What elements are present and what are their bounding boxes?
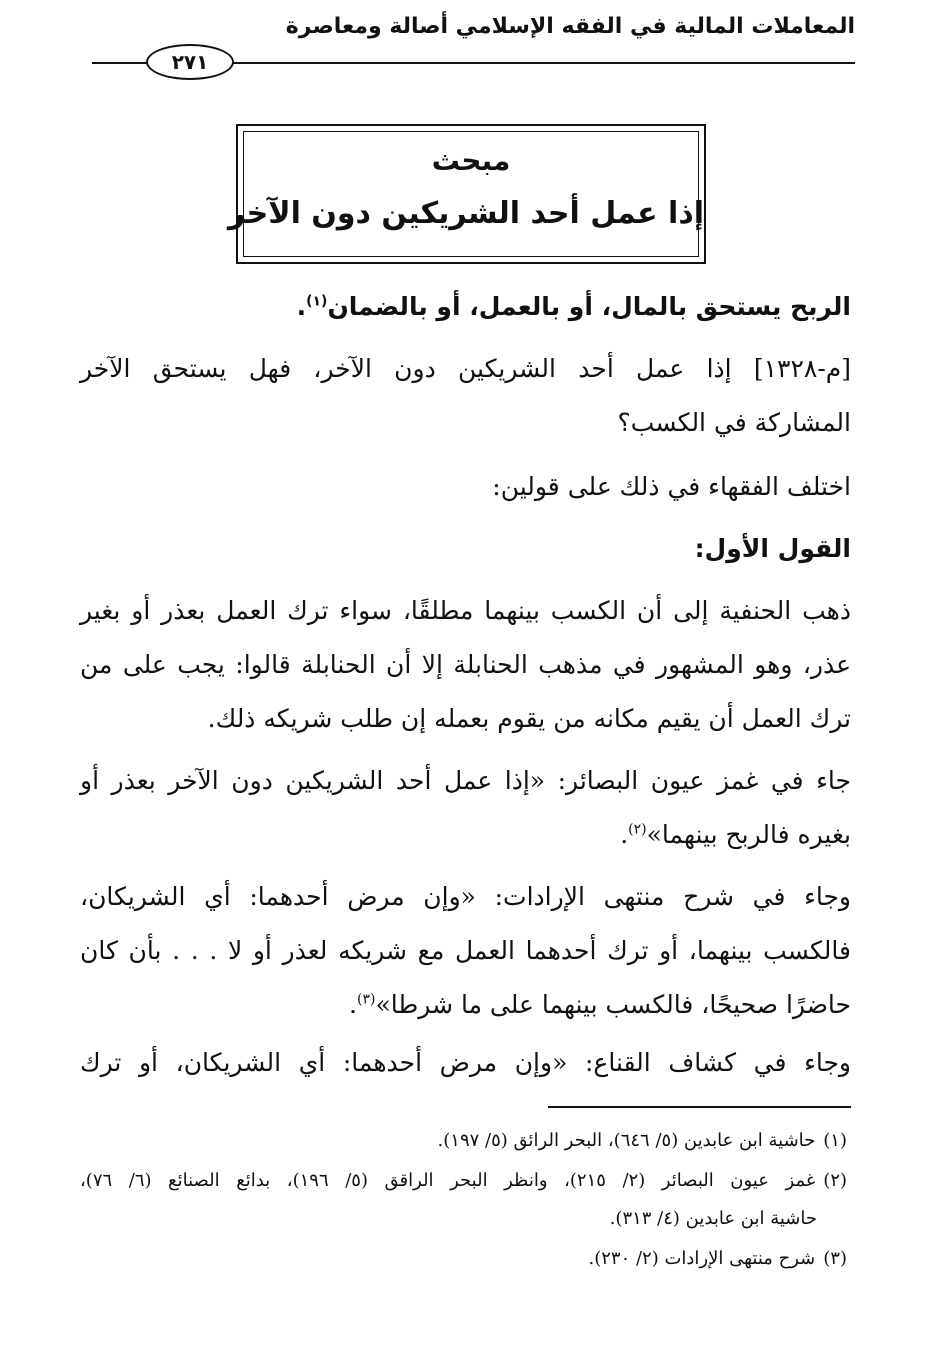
footnote-ref-1[interactable]: (١) bbox=[306, 293, 328, 310]
paragraph-7-line-1: وجاء في كشاف القناع: «وإن مرض أحدهما: أي الشريكان، أو ترك bbox=[80, 1048, 851, 1077]
footnote-text: غمز عيون البصائر (٢/ ٢١٥)، وانظر البحر الراقق (٥/ ١٩٦)، بدائع الصنائع (٦/ ٧٦)، bbox=[80, 1170, 816, 1191]
paragraph-5-line-1: جاء في غمز عيون البصائر: «إذا عمل أحد الشريكين دون الآخر بعذر أو bbox=[80, 766, 851, 795]
paragraph-1 bbox=[297, 290, 851, 324]
footnote-text: شرح منتهى الإرادات (٢/ ٢٣٠). bbox=[588, 1248, 816, 1269]
paragraph-4-line-3: ترك العمل أن يقيم مكانه من يقوم بعمله إن طلب شريكه ذلك. bbox=[207, 704, 851, 733]
paragraph-6-line-2: فالكسب بينهما، أو ترك أحدهما العمل مع شريكه لعذر أو لا . . . بأن كان bbox=[80, 936, 851, 965]
footnote-2 bbox=[80, 1168, 847, 1194]
section-label: مبحث bbox=[431, 144, 511, 177]
footnote-text: حاشية ابن عابدين (٥/ ٦٤٦)، البحر الرائق (٥/ ١٩٧). bbox=[437, 1130, 816, 1151]
footnote-number: (٢) bbox=[823, 1170, 848, 1191]
footnote-separator bbox=[548, 1106, 851, 1108]
paragraph-5-line-2 bbox=[620, 818, 851, 852]
section-title: إذا عمل أحد الشريكين دون الآخر bbox=[227, 196, 704, 231]
p6-text: حاضرًا صحيحًا، فالكسب بينهما على ما شرطا» bbox=[375, 990, 851, 1019]
p6-end: . bbox=[349, 990, 357, 1019]
p1-end: . bbox=[296, 292, 307, 321]
footnote-ref-3[interactable]: (٣) bbox=[357, 991, 376, 1008]
p5-text: بغيره فالربح بينهما» bbox=[646, 820, 851, 849]
section-title-box bbox=[227, 124, 706, 264]
footnote-1 bbox=[438, 1128, 847, 1154]
footnote-2-continuation: حاشية ابن عابدين (٤/ ٣١٣). bbox=[609, 1208, 817, 1229]
paragraph-4-line-1: ذهب الحنفية إلى أن الكسب بينهما مطلقًا، سواء ترك العمل بعذر أو بغير bbox=[80, 596, 851, 625]
paragraph-6-line-1: وجاء في شرح منتهى الإرادات: «وإن مرض أحدهما: أي الشريكان، bbox=[80, 882, 851, 911]
footnote-3 bbox=[588, 1246, 847, 1272]
paragraph-2-line-2: المشاركة في الكسب؟ bbox=[617, 408, 851, 437]
paragraph-4-line-2: عذر، وهو المشهور في مذهب الحنابلة إلا أن الحنابلة قالوا: يجب على من bbox=[80, 650, 851, 679]
footnote-number: (٣) bbox=[823, 1248, 847, 1269]
paragraph-6-line-3 bbox=[349, 988, 851, 1022]
paragraph-3: اختلف الفقهاء في ذلك على قولين: bbox=[492, 472, 851, 501]
footnote-ref-2[interactable]: (٢) bbox=[628, 821, 647, 838]
page-number: ٢٧١ bbox=[146, 44, 234, 80]
p1-text: الربح يستحق بالمال، أو بالعمل، أو بالضمان bbox=[327, 292, 851, 321]
footnote-number: (١) bbox=[823, 1130, 847, 1151]
paragraph-2-line-1: [م-١٣٢٨] إذا عمل أحد الشريكين دون الآخر، فهل يستحق الآخر bbox=[80, 354, 851, 383]
running-title: المعاملات المالية في الفقه الإسلامي أصالة ومعاصرة bbox=[285, 14, 855, 39]
heading-first-opinion: القول الأول: bbox=[694, 534, 851, 563]
p5-end: . bbox=[620, 820, 629, 849]
